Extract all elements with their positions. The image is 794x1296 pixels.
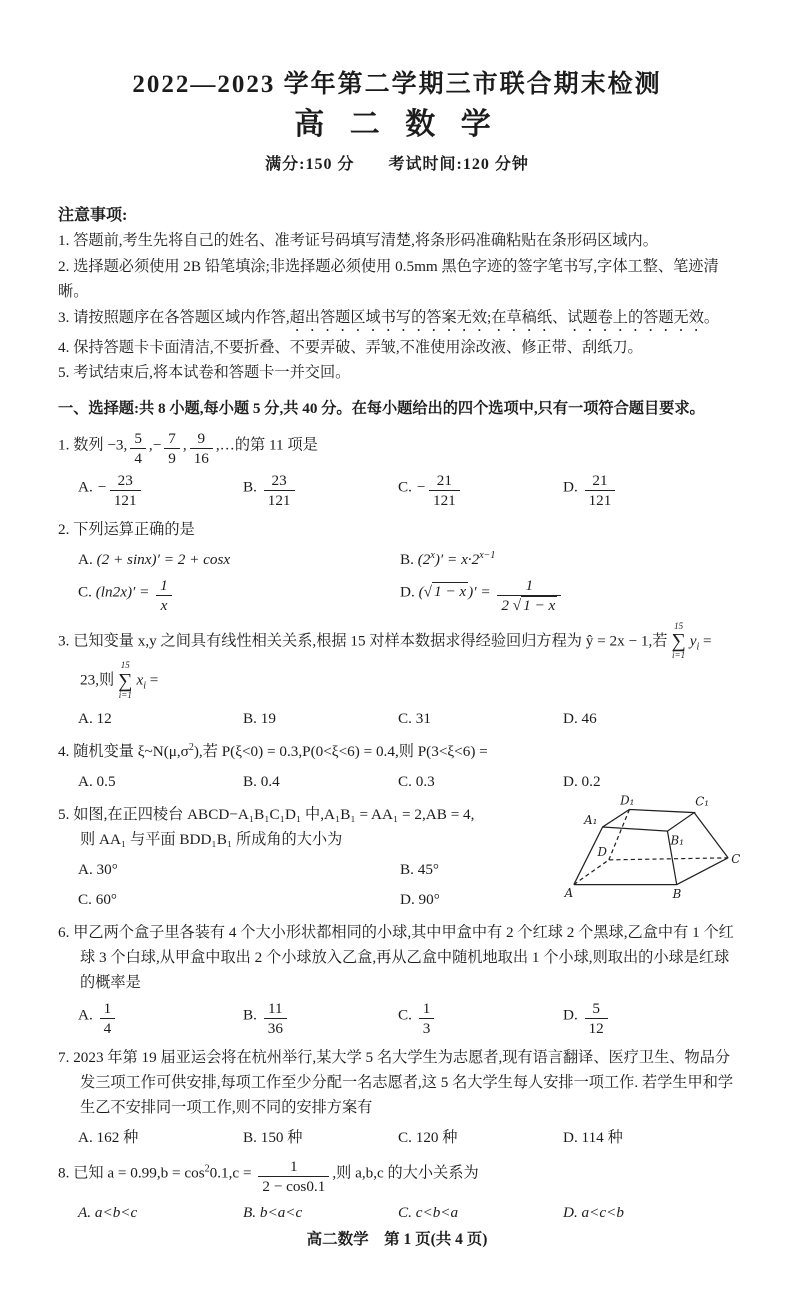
exam-page (58, 0, 741, 1227)
question-5 (58, 793, 741, 912)
notice-section (58, 203, 736, 386)
question-1-options (58, 472, 736, 509)
q5-option-b: B. 45° (400, 861, 439, 879)
exam-meta: 满分:150 分 考试时间:120 分钟 (265, 156, 529, 173)
frustum-figure (559, 792, 744, 900)
q1-option-a-fraction: $\frac{23}{121}$ (110, 472, 141, 509)
q6-option-a: A. $\frac{1}{4}$ (78, 1000, 243, 1037)
question-1 (58, 430, 736, 509)
q3-text-3: 23,则 (80, 671, 115, 689)
q2-option-c-fraction: $\frac{1}{x}$ (156, 577, 172, 614)
question-7 (58, 1045, 736, 1150)
vertex-label-b: B (672, 887, 682, 901)
q3-summation-1: 15 ∑ i=1 (671, 620, 686, 661)
vertex-label-c: C (731, 852, 741, 867)
question-3 (58, 622, 736, 732)
q1-text-pre: 1. 数列 −3, (58, 435, 128, 453)
vertex-label-d1: D₁ (620, 793, 635, 808)
question-6-stem: 6. 甲乙两个盒子里各装有 4 个大小形状都相同的小球,其中甲盒中有 2 个红球 2 个黑球,乙盒中有 1 个红球 3 个白球,从甲盒中取出 2 个小球放入乙盒,再从乙盒中随机地取出 1 个小球,则取出的小球是红球的概率是 (58, 924, 734, 992)
question-3-stem-line-2: 23,则 15 ∑ i=1 $x_i$ = (80, 660, 159, 701)
section-1-heading: 一、选择题:共 8 小题,每小题 5 分,共 40 分。在每小题给出的四个选项中,只有一项符合题目要求。 (58, 399, 705, 417)
q1-option-c: C. − $\frac{21}{121}$ (398, 472, 563, 509)
q3-var-y: y (689, 631, 697, 649)
question-4 (58, 739, 736, 794)
notice-item-4: 4. 保持答题卡卡面清洁,不要折叠、不要弄破、弄皱,不准使用涂改液、修正带、刮纸刀。 (58, 338, 643, 356)
q3-option-c: C. 31 (398, 710, 431, 728)
vertex-label-b1: B₁ (670, 833, 684, 848)
q1-option-b-fraction: $\frac{23}{121}$ (264, 472, 295, 509)
q6-option-c: C. $\frac{1}{3}$ (398, 1000, 563, 1037)
q2-option-d-sqrt-2: √ 1 − x (512, 596, 556, 614)
q3-text-2: = (699, 631, 712, 649)
q8-option-c: C. c<b<a (398, 1204, 459, 1222)
q5-option-c: C. 60° (78, 891, 117, 909)
question-3-options (58, 706, 736, 731)
vertex-label-a: A (564, 886, 574, 901)
q3-text-4: = (145, 671, 159, 689)
question-1-stem (58, 430, 736, 467)
q1-text-sep1: ,− (148, 435, 162, 453)
q1-option-a: A. − $\frac{23}{121}$ (78, 472, 243, 509)
q6-option-a-fraction: $\frac{1}{4}$ (100, 1000, 116, 1037)
notice-item-3-pre: 3. 请按照题序在各答题区域内作答, (58, 308, 290, 326)
q6-option-d: D. $\frac{5}{12}$ (563, 1000, 736, 1037)
q1-fraction-1: $\frac{5}{4}$ (130, 430, 146, 467)
q2-option-c: C. (ln2x)′ = $\frac{1}{x}$ (78, 577, 400, 614)
question-3-stem-line-1: 3. 已知变量 x,y 之间具有线性相关关系,根据 15 对样本数据求得经验回归方程为 ŷ = 2x − 1,若 15 ∑ i=1 $y_i$ = (58, 620, 712, 661)
q2-option-d: D. (√ 1 − x )′ = $\frac{1}{2 √ 1 - x}$ (400, 577, 564, 614)
q7-option-a: A. 162 种 (78, 1129, 139, 1147)
title-block (58, 70, 736, 177)
page-title: 2022—2023 学年第二学期三市联合期末检测 (132, 71, 662, 98)
notice-item-3-emphasized: 超出答题区域书写的答案无效;在草稿纸、试题卷上的答题无效。 (289, 308, 720, 326)
q1-option-c-fraction: $\frac{21}{121}$ (429, 472, 460, 509)
q8-text-mid: 0.1,c = (209, 1164, 252, 1182)
q3-summation-2: 15 ∑ i=1 (118, 660, 133, 701)
q5-option-d: D. 90° (400, 891, 440, 909)
q1-option-d: D. $\frac{21}{121}$ (563, 472, 736, 509)
q7-option-b: B. 150 种 (243, 1129, 303, 1147)
vertex-label-d: D (597, 844, 607, 859)
question-4-options (58, 769, 736, 794)
q1-option-b: B. $\frac{23}{121}$ (243, 472, 398, 509)
q8-fraction: $\frac{1}{2 - \cos 0.1}$ (258, 1158, 329, 1195)
q7-option-c: C. 120 种 (398, 1129, 458, 1147)
q1-fraction-3: $\frac{9}{16}$ (190, 430, 213, 467)
q8-option-b: B. b<a<c (243, 1204, 303, 1222)
q4-option-b: B. 0.4 (243, 773, 280, 791)
question-8-options (58, 1200, 736, 1225)
q4-text-post: ),若 P(ξ<0) = 0.3,P(0<ξ<6) = 0.4,则 P(3<ξ<6) = (193, 743, 488, 761)
notice-item-2: 2. 选择题必须使用 2B 铅笔填涂;非选择题必须使用 0.5mm 黑色字迹的签字笔书写,字体工整、笔迹清晰。 (58, 257, 719, 300)
q1-option-d-fraction: $\frac{21}{121}$ (585, 472, 616, 509)
q2-option-d-sqrt-1: √ 1 − x (423, 582, 467, 600)
q1-text-post: ,…的第 11 项是 (215, 435, 318, 453)
q8-text-post: ,则 a,b,c 的大小关系为 (332, 1164, 479, 1182)
notice-heading: 注意事项: (58, 207, 128, 224)
notice-item-3 (58, 305, 736, 335)
q8-text-pre: 8. 已知 a = 0.99,b = cos (58, 1164, 205, 1182)
page-footer: 高二数学 第 1 页(共 4 页) (306, 1231, 488, 1249)
q2-option-a: A. (2 + sinx)′ = 2 + cosx (78, 550, 231, 568)
q3-option-b: B. 19 (243, 710, 276, 728)
q6-option-b-fraction: $\frac{11}{36}$ (264, 1000, 287, 1037)
q6-option-c-fraction: $\frac{1}{3}$ (419, 1000, 435, 1037)
q5-line-1: 5. 如图,在正四棱台 ABCD−A₁B₁C₁D₁ 中,A₁B₁ = AA₁ = 2,AB = 4, (58, 806, 475, 824)
q4-text-pre: 4. 随机变量 ξ~N(μ,σ (58, 743, 189, 761)
q8-option-a: A. a<b<c (78, 1204, 138, 1222)
q6-option-b: B. $\frac{11}{36}$ (243, 1000, 398, 1037)
frustum-svg (559, 792, 744, 900)
page-subtitle: 高 二 数 学 (294, 108, 500, 141)
q4-option-a: A. 0.5 (78, 773, 116, 791)
q3-var-x: x (136, 671, 144, 689)
q3-text-1: 3. 已知变量 x,y 之间具有线性相关关系,根据 15 对样本数据求得经验回归方程为 ŷ = 2x − 1,若 (58, 631, 668, 649)
question-4-stem: 4. 随机变量 $\xi\sim N(\mu,\sigma^2)$,若 P(ξ<0) = 0.3,P(0<ξ<6) = 0.4,则 P(3<ξ<6) = (58, 742, 488, 761)
q8-option-d: D. a<c<b (563, 1204, 624, 1222)
vertex-label-c1: C₁ (695, 794, 709, 809)
q1-text-sep2: , (182, 435, 187, 453)
question-8-stem: 8. 已知 $a = 0.99,b = \cos^20.1,c$ = $\frac{1}{2 - \cos 0.1}$ ,则 a,b,c 的大小关系为 (58, 1158, 479, 1196)
question-2-options-row-1 (58, 547, 736, 572)
question-7-stem: 7. 2023 年第 19 届亚运会将在杭州举行,某大学 5 名大学生为志愿者,现有语言翻译、医疗卫生、物品分发三项工作可供安排,每项工作至少分配一名志愿者,这 5 名大学生每人安排一项工作. 若学生甲和学生乙不安排同一项工作,则不同的安排方案有 (58, 1049, 734, 1117)
q3-option-a: A. 12 (78, 710, 112, 728)
question-2-options-row-2 (58, 577, 736, 614)
question-8 (58, 1158, 736, 1225)
q6-option-d-fraction: $\frac{5}{12}$ (585, 1000, 608, 1037)
question-2 (58, 517, 736, 614)
notice-item-5: 5. 考试结束后,将本试卷和答题卡一并交回。 (58, 364, 351, 381)
q5-option-a: A. 30° (78, 861, 118, 879)
question-5-stem (58, 802, 528, 852)
question-2-stem: 2. 下列运算正确的是 (58, 520, 195, 538)
q7-option-d: D. 114 种 (563, 1129, 623, 1147)
q4-option-c: C. 0.3 (398, 773, 435, 791)
q2-option-d-fraction: $\frac{1}{2 √ 1 - x}$ (497, 577, 561, 614)
question-6-options (58, 1000, 736, 1037)
q2-option-b: B. $(2^x)' = x\cdot 2^{x-1}$ (400, 549, 496, 568)
notice-item-1: 1. 答题前,考生先将自己的姓名、准考证号码填写清楚,将条形码准确粘贴在条形码区域内。 (58, 232, 658, 249)
q5-line-2: 则 AA₁ 与平面 BDD₁B₁ 所成角的大小为 (80, 831, 343, 849)
vertex-label-a1: A₁ (584, 813, 598, 828)
question-7-options (58, 1125, 736, 1150)
question-6 (58, 920, 736, 1037)
q4-option-d: D. 0.2 (563, 773, 601, 791)
q3-option-d: D. 46 (563, 710, 597, 728)
q1-fraction-2: $\frac{7}{9}$ (164, 430, 180, 467)
